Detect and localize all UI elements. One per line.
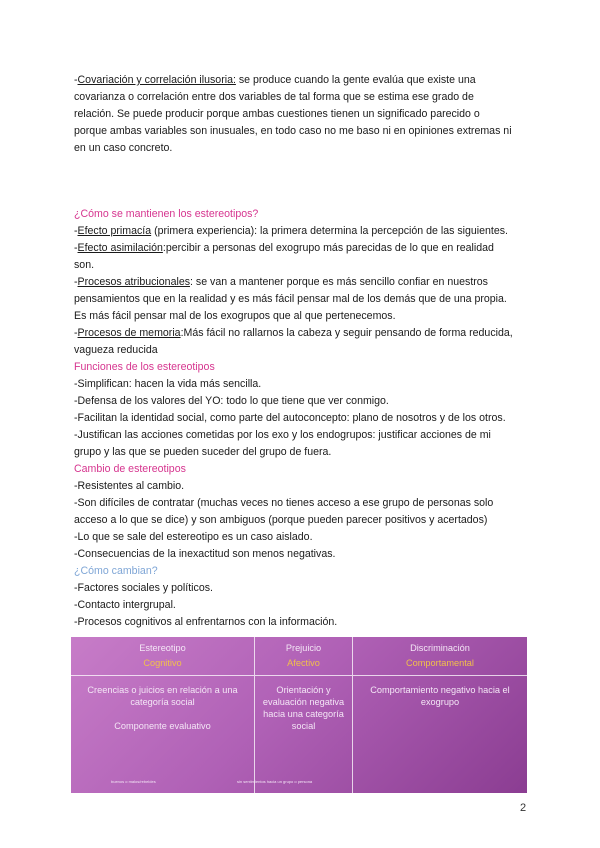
list-item: -Efecto primacía (primera experiencia): la primera determina la percepción de las siguientes. (74, 225, 508, 237)
heading-mantienen: ¿Cómo se mantienen los estereotipos? (74, 208, 259, 220)
stereotype-table (71, 637, 527, 793)
list-item: -Defensa de los valores del YO: todo lo que tiene que ver conmigo. (74, 395, 389, 407)
list-item: -Justifican las acciones cometidas por los exo y los endogrupos: justificar acciones de mi (74, 429, 491, 441)
list-item: -Lo que se sale del estereotipo es un caso aislado. (74, 531, 313, 543)
list-item: -Consecuencias de la inexactitud son menos negativas. (74, 548, 336, 560)
paragraph-covariacion: -Covariación y correlación ilusoria: se produce cuando la gente evalúa que existe una covarianza o correlación entre dos variables de tal forma que se estima ese grado de relación. Se puede producir porque ambas cuestiones tienen un significado parecido o porque ambas variables son inusuales, en todo caso no me baso ni en opiniones extremas ni en un caso concreto. (74, 74, 512, 154)
table-cell-discriminacion: Comportamiento negativo hacia el exogrupo (370, 685, 510, 707)
table-header-estereotipo: Estereotipo Cognitivo (71, 637, 255, 676)
list-item: -Procesos cognitivos al enfrentarnos con la información. (74, 616, 338, 628)
list-item: -Facilitan la identidad social, como parte del autoconcepto: plano de nosotros y de los otros. (74, 412, 506, 424)
list-item: -Efecto asimilación:percibir a personas del exogrupo más parecidas de lo que en realidad (74, 242, 494, 254)
list-item: -Contacto intergrupal. (74, 599, 176, 611)
heading-cambio: Cambio de estereotipos (74, 463, 186, 475)
list-item: -Procesos atribucionales: se van a mantener porque es más sencillo confiar en nuestros (74, 276, 488, 288)
list-item: -Factores sociales y políticos. (74, 582, 213, 594)
list-item: -Procesos de memoria:Más fácil no rallarnos la cabeza y seguir pensando de forma reducida, (74, 327, 513, 339)
list-item: -Resistentes al cambio. (74, 480, 185, 492)
table-cell-estereotipo: Creencias o juicios en relación a una categoría social Componente evaluativo buenos o malos/rebeldes (71, 676, 255, 793)
list-item: -Simplifican: hacen la vida más sencilla. (74, 378, 262, 390)
table-header-discriminacion: Discriminación Comportamental (353, 637, 527, 676)
main-sections: ¿Cómo se mantienen los estereotipos? -Efecto primacía (primera experiencia): la primera determina la percepción de las siguientes. -Efecto asimilación:percibir a personas del exogrupo más parecidas de lo que en realidad son. -Procesos atribucionales: se van a mantener porque es más sencillo confiar en nuestros pensamientos que en la realidad y es más fácil pensar mal de los demás que de una propia. Es más fácil pensar mal de los exogrupos que al que pertenecemos. -Procesos de memoria:Más fácil no rallarnos la cabeza y seguir pensando de forma reducida, vagueza reducida Funciones de los estereotipos -Simplifican: hacen la vida más sencilla. -Defensa de los valores del YO: todo lo que tiene que ver conmigo. -Facilitan la identidad social, como parte del autoconcepto: plano de nosotros y de los otros. -Justifican las acciones cometidas por los exo y los endogrupos: justificar acciones de mi grupo y las que se pueden suceder del grupo de fuera. Cambio de estereotipos -Resistentes al cambio. -Son difíciles de contratar (muchas veces no tienes acceso a ese grupo de personas solo acceso a lo que se dice) y son ambiguos (porque pueden parecer positivos y acertados) -Lo que se sale del estereotipo es un caso aislado. -Consecuencias de la inexactitud son menos negativas. ¿Cómo cambian? -Factores sociales y políticos. -Contacto intergrupal. -Procesos cognitivos al enfrentarnos con la información. (74, 206, 534, 631)
table-cell-prejuicio: Orientación y evaluación negativa hacia una categoría social sin sentimientos hacia un grupo o persona (255, 676, 353, 793)
page-number: 2 (520, 802, 527, 814)
list-item: -Son difíciles de contratar (muchas veces no tienes acceso a ese grupo de personas solo (74, 497, 494, 509)
term-covariacion: Covariación y correlación ilusoria: (77, 74, 236, 86)
table-header-prejuicio: Prejuicio Afectivo (255, 637, 353, 676)
heading-funciones: Funciones de los estereotipos (74, 361, 215, 373)
heading-como-cambian: ¿Cómo cambian? (74, 565, 158, 577)
